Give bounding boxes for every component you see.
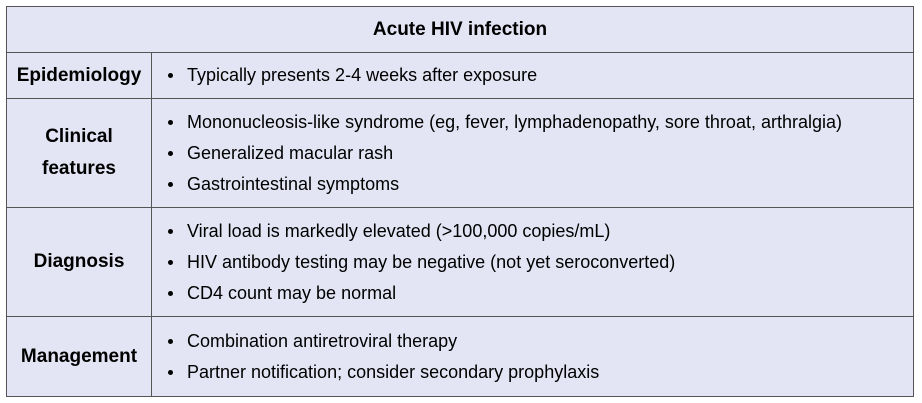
list-item-text: Partner notification; consider secondary prophylaxis [187, 361, 600, 382]
list-item-text: Typically presents 2-4 weeks after exposure [187, 65, 538, 85]
row-label-clinical-features: Clinical features [7, 99, 152, 208]
list-item [168, 107, 913, 138]
row-content-diagnosis [152, 208, 913, 317]
list-item [168, 216, 913, 247]
hiv-summary-table [6, 6, 914, 397]
row-content-management [152, 317, 913, 396]
bullet-icon [168, 151, 173, 156]
list-item [168, 247, 913, 278]
list-item [168, 278, 913, 309]
bullet-icon [168, 229, 173, 234]
bullet-icon [168, 339, 173, 344]
list-item-text: Combination antiretroviral therapy [187, 330, 458, 351]
list-item-text: Viral load is markedly elevated (>100,000 copies/mL) [187, 220, 611, 241]
bullet-icon [168, 182, 173, 187]
bullet-icon [168, 73, 173, 78]
row-label-diagnosis: Diagnosis [7, 208, 152, 317]
list-item [168, 326, 913, 357]
bullet-icon [168, 291, 173, 296]
list-item-text: CD4 count may be normal [187, 282, 397, 303]
list-item [168, 169, 913, 200]
list-item [168, 138, 913, 169]
table-title: Acute HIV infection [7, 7, 913, 53]
row-label-epidemiology: Epidemiology [7, 53, 152, 99]
bullet-icon [168, 370, 173, 375]
row-label-management: Management [7, 317, 152, 396]
bullet-icon [168, 120, 173, 125]
bullet-icon [168, 260, 173, 265]
list-item-text: Generalized macular rash [187, 142, 394, 163]
list-item-text: HIV antibody testing may be negative (not yet seroconverted) [187, 251, 676, 272]
list-item-text: Mononucleosis-like syndrome (eg, fever, lymphadenopathy, sore throat, arthralgia) [187, 111, 842, 132]
list-item [168, 60, 913, 91]
row-content-epidemiology [152, 53, 913, 99]
list-item-text: Gastrointestinal symptoms [187, 173, 400, 194]
row-content-clinical-features [152, 99, 913, 208]
list-item [168, 357, 913, 388]
